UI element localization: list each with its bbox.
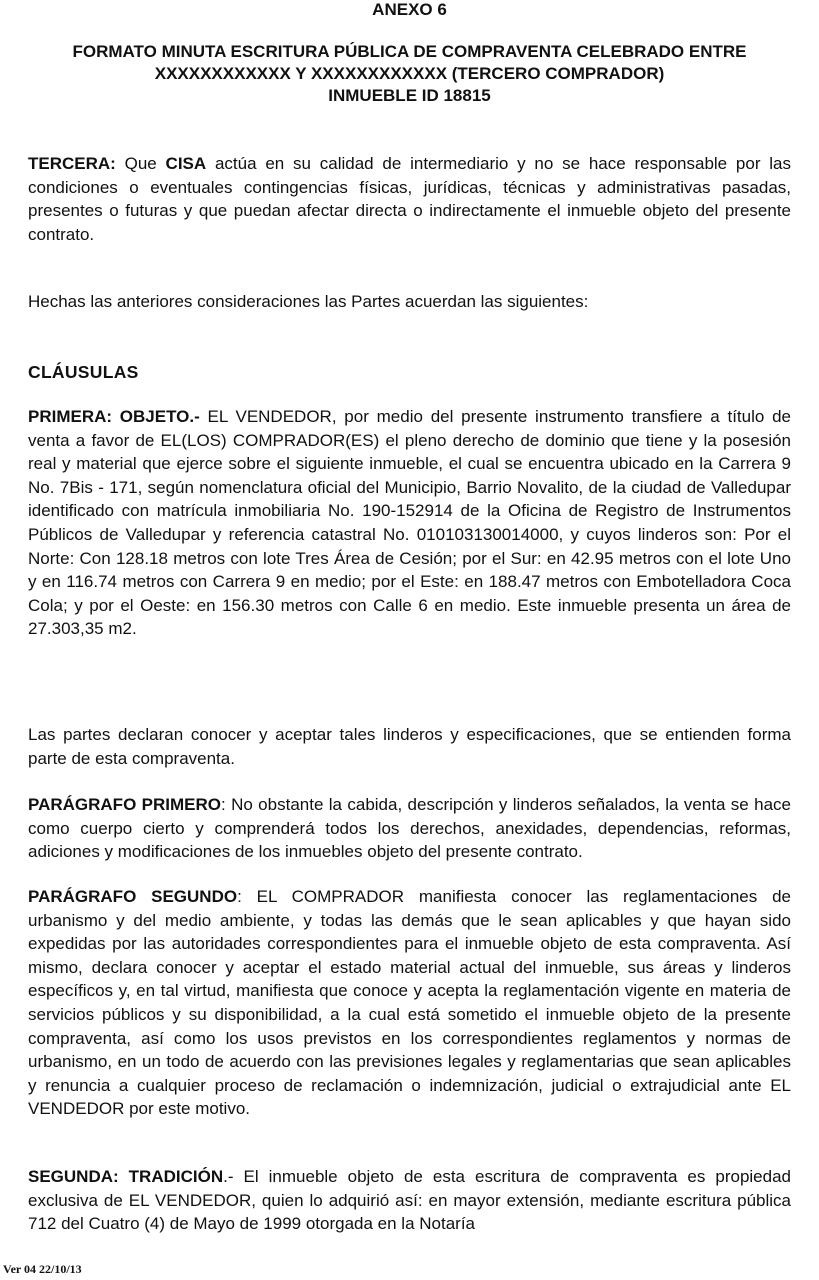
clause-tercera <box>28 152 791 246</box>
linderos-paragraph: Las partes declaran conocer y aceptar tales linderos y especificaciones, que se entienden forma parte de esta compraventa. <box>28 725 791 768</box>
clause-segunda <box>28 1165 791 1236</box>
title-line-2: XXXXXXXXXXXX Y XXXXXXXXXXXX (TERCERO COMPRADOR) <box>154 64 665 83</box>
version-footer: Ver 04 22/10/13 <box>3 1262 82 1276</box>
primera-label: PRIMERA: OBJETO.- <box>28 407 200 426</box>
tercera-label: TERCERA: <box>28 154 116 173</box>
title-line-1: FORMATO MINUTA ESCRITURA PÚBLICA DE COMPRAVENTA CELEBRADO ENTRE <box>72 42 747 61</box>
document-title <box>0 41 819 107</box>
paragrafo-primero-label: PARÁGRAFO PRIMERO <box>28 795 221 814</box>
clausulas-heading: CLÁUSULAS <box>28 362 139 382</box>
paragrafo-segundo-text: : EL COMPRADOR manifiesta conocer las reglamentaciones de urbanismo y del medio ambiente, y todas las demás que le sean aplicables y que hayan sido expedidas por las autoridades correspondientes para el inmueble objeto de esta compraventa. Así mismo, declara conocer y aceptar el estado material actual del inmueble, sus áreas y linderos específicos y, en tal virtud, manifiesta que conoce y acepta la reglamentación vigente en materia de servicios públicos y su disponibilidad, a la cual está sometido el inmueble objeto de la presente compraventa, así como los usos previstos en los correspondientes reglamentos y normas de urbanismo, en un todo de acuerdo con las previsiones legales y reglamentarias que sean aplicables y renuncia a cualquier proceso de reclamación o indemnización, judicial o extrajudicial ante EL VENDEDOR por este motivo. <box>28 887 791 1119</box>
segunda-text: .- El inmueble objeto de esta escritura de compraventa es propiedad exclusiva de EL VENDEDOR, quien lo adquirió así: en mayor extensión, mediante escritura pública 712 del Cuatro (4) de Mayo de 1999 otorgada en la Notaría <box>28 1167 791 1234</box>
annex-heading: ANEXO 6 <box>372 0 447 19</box>
segunda-label: SEGUNDA: TRADICIÓN <box>28 1167 224 1186</box>
paragrafo-primero-text: : No obstante la cabida, descripción y linderos señalados, la venta se hace como cuerpo cierto y comprenderá todos los derechos, anexidades, dependencias, reformas, adiciones y modificaciones de los inmuebles objeto del presente contrato. <box>28 795 791 862</box>
primera-text: EL VENDEDOR, por medio del presente instrumento transfiere a título de venta a favor de EL(LOS) COMPRADOR(ES) el pleno derecho de dominio que tiene y la posesión real y material que ejerce sobre el siguiente inmueble, el cual se encuentra ubicado en la Carrera 9 No. 7Bis - 171, según nomenclatura oficial del Municipio, Barrio Novalito, de la ciudad de Valledupar identificado con matrícula inmobiliaria No. 190-152914 de la Oficina de Registro de Instrumentos Públicos de Valledupar y referencia catastral No. 010103130014000, y cuyos linderos son: Por el Norte: Con 128.18 metros con lote Tres Área de Cesión; por el Sur: en 42.95 metros con el lote Uno y en 116.74 metros con Carrera 9 en medio; por el Este: en 188.47 metros con Embotelladora Coca Cola; y por el Oeste: en 156.30 metros con Calle 6 en medio. Este inmueble presenta un área de 27.303,35 m2. <box>28 407 791 639</box>
tercera-text-before: Que <box>115 154 166 173</box>
cisa-name: CISA <box>165 154 207 173</box>
paragrafo-primero <box>28 793 791 864</box>
tercera-text-after: actúa en su calidad de intermediario y no se hace responsable por las condiciones o eventuales contingencias físicas, jurídicas, técnicas y administrativas pasadas, presentes o futuras y que puedan afectar directa o indirectamente el inmueble objeto del presente contrato. <box>28 154 791 244</box>
paragrafo-segundo-label: PARÁGRAFO SEGUNDO <box>28 887 238 906</box>
clause-primera <box>28 405 791 641</box>
consideraciones-text: Hechas las anteriores consideraciones las Partes acuerdan las siguientes: <box>28 292 589 311</box>
title-line-3: INMUEBLE ID 18815 <box>328 86 491 105</box>
paragrafo-segundo <box>28 885 791 1121</box>
